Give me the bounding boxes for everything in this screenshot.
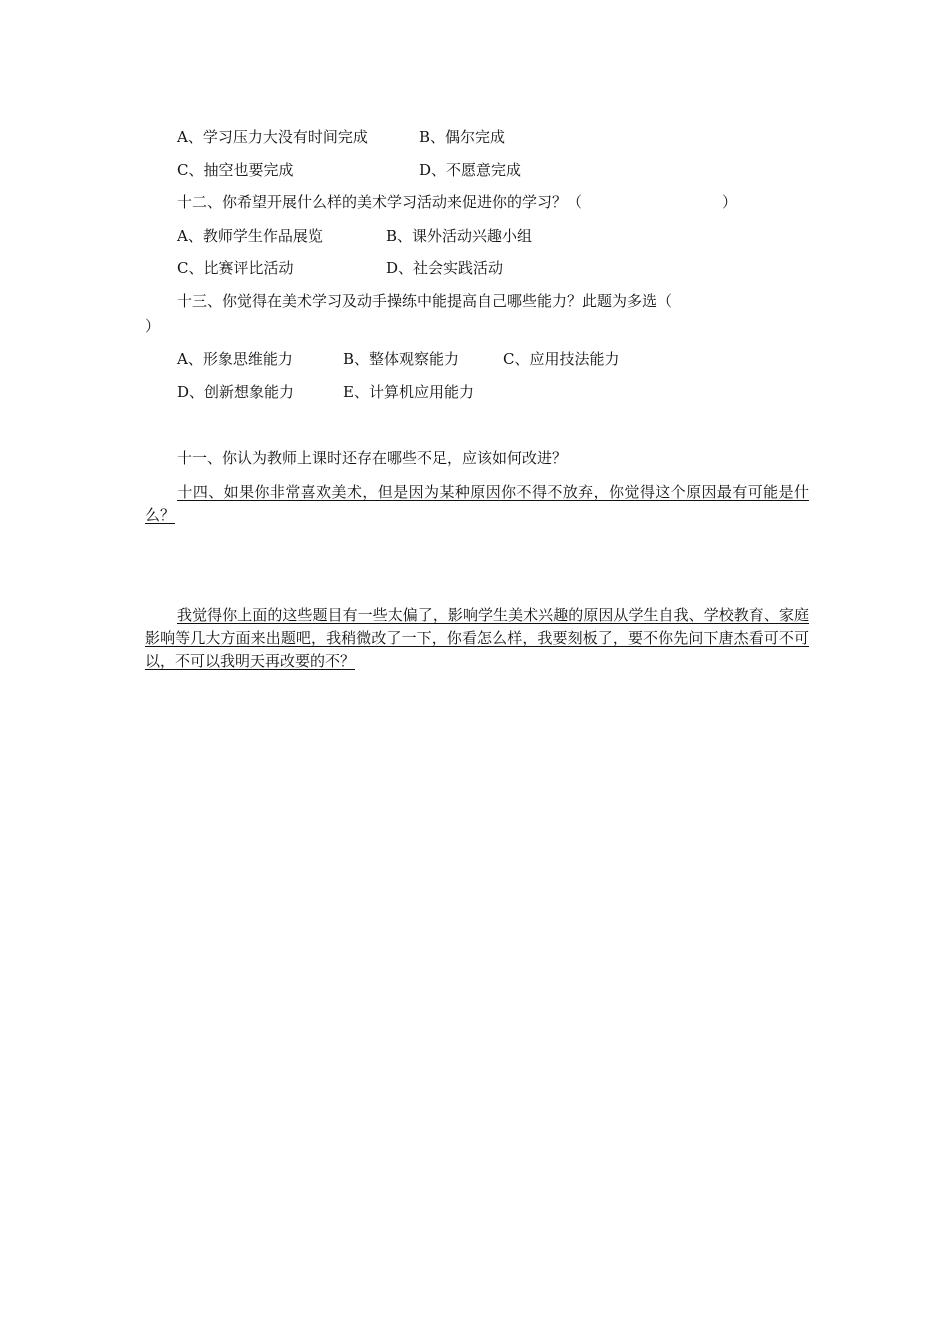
q11-option-d: D、不愿意完成 [419,161,522,179]
q13-option-b: B、整体观察能力 [343,350,460,368]
q12-question: 十二、你希望开展什么样的美术学习活动来促进你的学习？（ [177,193,583,211]
q11-open-question: 十一、你认为教师上课时还存在哪些不足，应该如何改进？ [177,449,568,467]
q12-option-a: A、教师学生作品展览 [177,227,323,245]
q14-question-text: 十四、如果你非常喜欢美术，但是因为某种原因你不得不放弃，你觉得这个原因最有可能是什么？ [145,483,809,524]
q12-option-b: B、课外活动兴趣小组 [386,227,533,245]
q13-question: 十三、你觉得在美术学习及动手操练中能提高自己哪些能力？此题为多选（ [177,292,673,310]
q12-option-c: C、比赛评比活动 [177,259,294,277]
q12-option-d: D、社会实践活动 [386,259,504,277]
review-comment [145,604,809,673]
q13-option-a: A、形象思维能力 [177,350,293,368]
q13-option-d: D、创新想象能力 [177,383,295,401]
q13-option-e: E、计算机应用能力 [343,383,474,401]
q11-option-c: C、抽空也要完成 [177,161,294,179]
q13-option-c: C、应用技法能力 [503,350,620,368]
q12-question-close: ） [722,193,738,211]
q11-option-a: A、学习压力大没有时间完成 [177,128,368,146]
q14-question [145,481,809,527]
q13-question-close: ） [145,317,161,335]
review-comment-text: 我觉得你上面的这些题目有一些太偏了，影响学生美术兴趣的原因从学生自我、学校教育、家庭影响等几大方面来出题吧，我稍微改了一下，你看怎么样，我要刻板了，要不你先问下唐杰看可不可以，不可以我明天再改要的不？ [145,606,809,670]
q11-option-b: B、偶尔完成 [419,128,506,146]
